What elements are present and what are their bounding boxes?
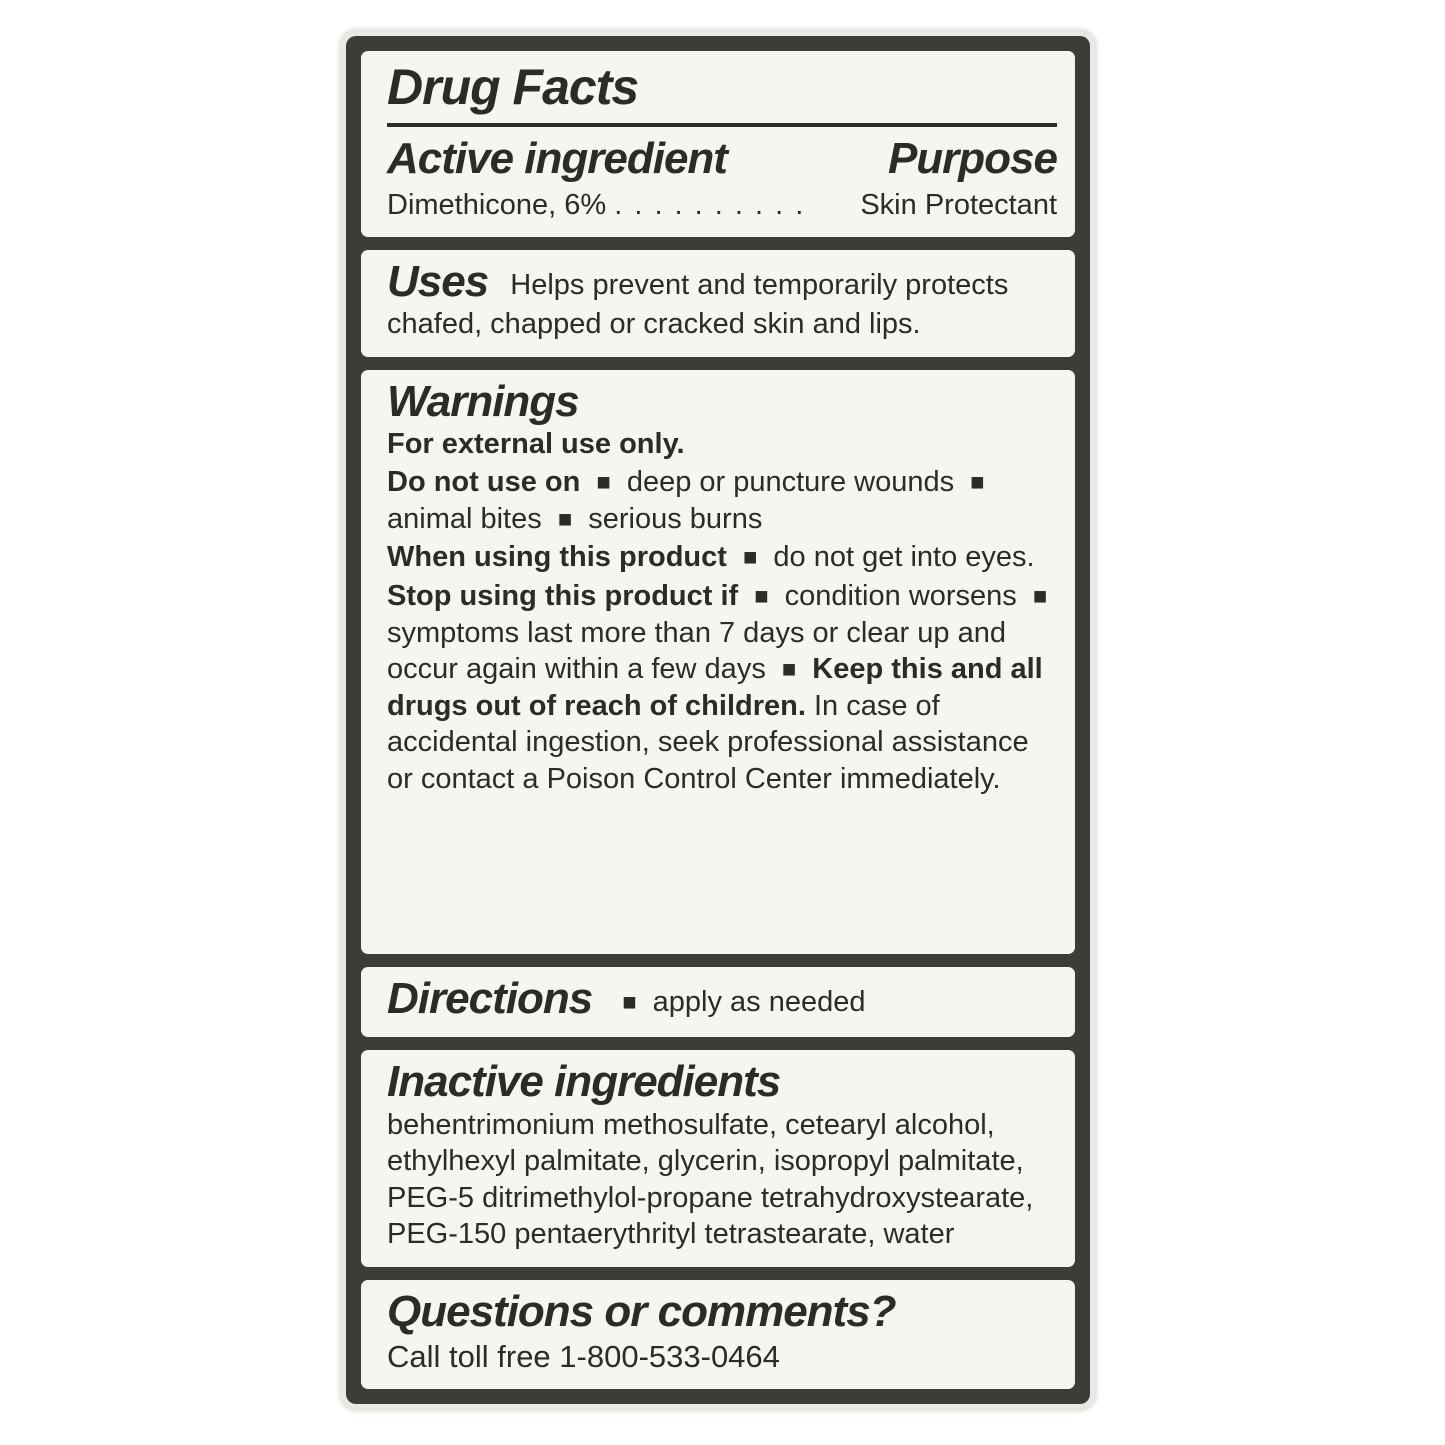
square-bullet-icon: ■ [754,583,769,611]
drug-facts-title: Drug Facts [387,59,639,115]
purpose-heading: Purpose [887,133,1057,183]
stop-using-item: symptoms last more than 7 days or clear up and occur again within a few days [387,616,1006,686]
square-bullet-icon: ■ [1032,583,1048,611]
warnings-stop-using [387,578,1057,797]
section-questions [361,1280,1075,1389]
leader-dots: . . . . . . . . . . [614,188,806,221]
uses-paragraph [387,258,1057,343]
section-inactive [361,1050,1075,1267]
uses-text: Helps prevent and temporarily protects chafed, chapped or cracked skin and lips. [387,268,1009,340]
active-ingredient-heading: Active ingredient [387,133,727,183]
directions-line [387,975,1057,1023]
square-bullet-icon: ■ [781,656,797,684]
title-divider [387,123,1057,127]
purpose-value: Skin Protectant [860,188,1057,221]
inactive-heading: Inactive ingredients [387,1057,781,1107]
square-bullet-icon: ■ [557,505,573,533]
stop-using-label: Stop using this product if [387,580,739,613]
directions-heading: Directions [387,973,593,1023]
warnings-do-not-use [387,464,1057,537]
do-not-use-item: deep or puncture wounds [626,466,955,499]
uses-heading: Uses [387,256,489,306]
section-directions [361,967,1075,1037]
section-header [361,51,1075,237]
do-not-use-label: Do not use on [387,466,581,499]
inactive-text: behentrimonium methosulfate, cetearyl alcohol, ethylhexyl palmitate, glycerin, isopropyl palmitate, PEG-5 ditrimethylol-propane tetrahydroxystearate, PEG-150 pentaerythrityl tetrastearate, water [387,1108,1034,1251]
ingredient-row [387,187,1057,225]
when-using-item: do not get into eyes. [773,541,1035,574]
stop-using-item: condition worsens [784,580,1017,613]
section-warnings [361,370,1075,954]
square-bullet-icon: ■ [742,544,758,572]
active-purpose-row [387,135,1057,183]
square-bullet-icon: ■ [622,988,637,1016]
ingredient-name: Dimethicone, 6% [387,188,607,221]
warnings-when-using [387,539,1057,576]
keep-out-of-reach-text: In case of accidental ingestion, seek professional assistance or contact a Poison Control Center immediately. [387,689,1029,795]
square-bullet-icon: ■ [596,469,611,497]
toll-free-line: Call toll free 1-800-533-0464 [387,1339,780,1375]
when-using-label: When using this product [387,541,727,574]
directions-item: apply as needed [652,985,866,1018]
do-not-use-item: animal bites [387,502,542,535]
for-external-use-text: For external use only. [387,427,685,460]
keep-out-of-reach-label: Keep this and all drugs out of reach of children. [387,653,1043,722]
warnings-heading: Warnings [387,376,579,426]
do-not-use-item: serious burns [588,502,763,535]
drug-facts-label [346,36,1090,1404]
section-uses [361,250,1075,357]
questions-heading: Questions or comments? [387,1286,896,1336]
square-bullet-icon: ■ [970,469,985,497]
warnings-external-line [387,426,1057,463]
